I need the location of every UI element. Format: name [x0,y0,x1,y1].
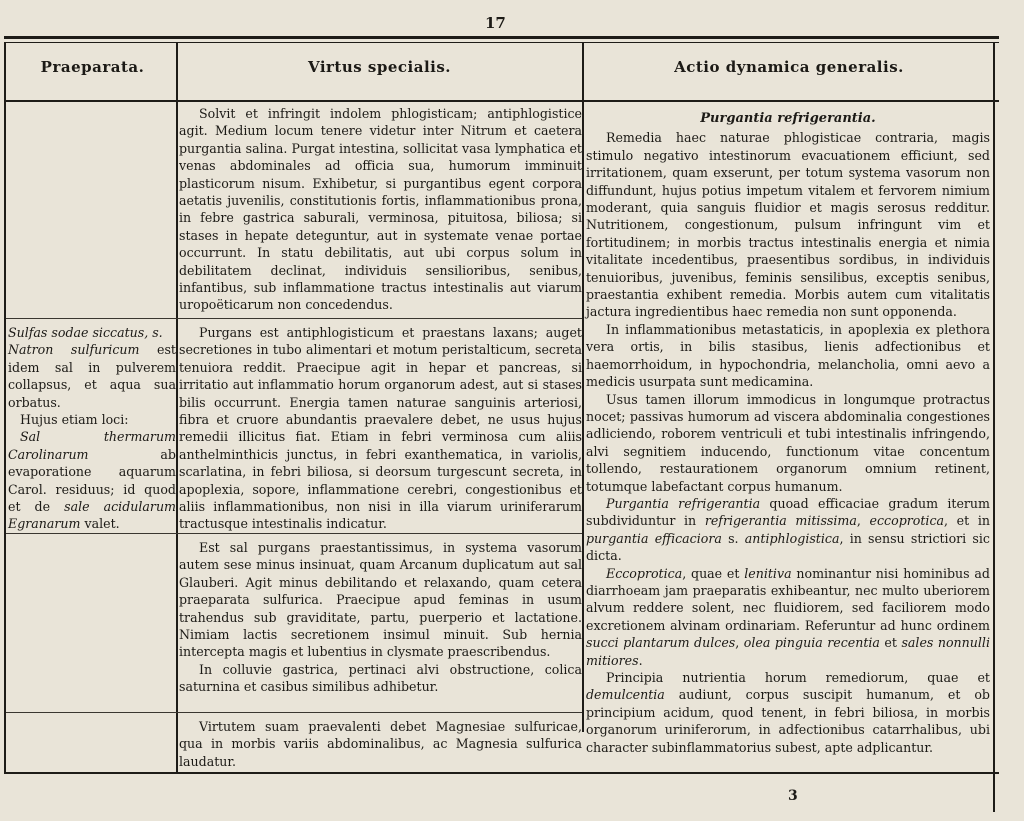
entry-name-sal-thermarum: Sal thermarum Carolinarum [8,429,176,462]
entry-text-2: Hujus etiam loci: [20,412,129,428]
entry-text-4: valet. [80,516,120,532]
virtus-block-3b: In colluvie gastrica, pertinaci alvi obstructione, colica saturnina et casibus similibus adhibetur. [179,661,582,695]
actio-text [586,110,990,756]
virtus-block-3a: Est sal purgans praestantissimus, in systema vasorum autem sese minus insinuat, quam Arcanum duplicatum aut sal Glauberi. Agit minus debilitando et relaxando, quam cetera praeparata sulfurica. Praecipue apud feminas in usum trahendus sub graviditate, partu, puerperio et lactatione. Nimiam lactis secretionem insimul minuit. Sub hernia intercepta magis et lubentius in clysmate praescribendus. [179,540,582,660]
footer-page-number: 3 [788,788,798,804]
row-separator-3 [6,712,582,713]
actio-paragraph-3: Usus tamen illorum immodicus in longumque protractus nocet; passivas humorum ad viscera abdominalia congestiones adliciendo, roborem ventriculi et tubi intestinalis infringendo, alvi segnitiem inducendo, functionum vitae concentum tollendo, restaurationem organorum omnium retinent, totumque labefactant corpus humanum. [586,391,990,494]
actio-paragraph-1: Remedia haec naturae phlogisticae contraria, magis stimulo negativo intestinorum evacuationem efficiunt, sed irritationem, quam exserunt, per totum systema vasorum non diffundunt, hujus potius impetum vitalem et fervorem nimium moderant, quia sanguis fluidior et magis serosus redditur. Nutritionem, congestionum, pulsum infringunt vim et fortitudinem; in morbis tractus intestinalis energia et nimia vitalitate incedentibus, praesentibus sordibus, in individuis tenuioribus, juvenibus, feminis sensilibus, exceptis senibus, praestantia exhibent remedia. Morbis autem cum vitalitatis jactura ingredientibus haec remedia non sunt opponenda. [586,130,990,320]
column-divider-2 [582,42,584,732]
top-rule-thick [4,36,999,39]
actio-paragraph-6: Principia nutrientia horum remediorum, quae et demulcentia audiunt, corpus suscipit humanum, et ob principium acidum, quod tenent, in febri biliosa, in morbis organorum uriniferorum, in adfectionibus catarrhalibus, ubi character subinflammatorius subest, apte adplicantur. [586,670,990,755]
page-number: 17 [485,14,506,32]
row-separator-1 [6,318,582,319]
entry-name-natron-sulfuricum: Natron sulfuricum [8,342,140,358]
column-divider-right [993,42,995,812]
virtus-block-2: Purgans est antiphlogisticum et praestans laxans; auget secretiones in tubo alimentari et motum peristalticum, secreta tenuiora reddit. Praecipue agit in hepar et pancreas, si irritatio aut inflammatio horum organorum adest, aut si stases bilis occurrunt. Energia tamen naturae sanguinis arteriosi, fibra et cruore abundantis praevalere debet, ne usus hujus remedii illicitus fiat. Etiam in febri verminosa cum aliis anthelminthicis junctus, in febri exanthematica, in variolis, scarlatina, in febri biliosa, si deorsum turgescunt secreta, in apoplexia, sopore, inflammatione cerebri, congestionibus et aliis inflammationibus, non nisi in illa viarum uriniferarum tractusque intestinalis indicatur. [179,325,582,532]
top-rule-thin [4,42,999,43]
column-divider-1 [176,42,178,774]
entry-text-1: est idem sal in pulverem collapsus, et aqua sua orbatus. [8,342,176,410]
header-actio-dynamica: Actio dynamica generalis. [674,58,904,76]
entry-name-sale-acidularum: sale acidularum Egranarum [8,499,176,532]
virtus-block-1: Solvit et infringit indolem phlogisticam; antiphlogistice agit. Medium locum tenere videtur inter Nitrum et caetera purgantia salina. Purgat intestina, sollicitat vasa lymphatica et venas abdominales ad officia sua, humorum imminuit plasticorum nisum. Exhibetur, si purgantibus egent corpora aetatis juvenilis, constitutionis fortis, inflammationibus prona, in febre gastrica saburali, verminosa, pituitosa, biliosa; si stases in hepate deteguntur, aut in systemate venae portae occurrunt. In statu debilitatis, aut ubi corpus solum in debilitatem declinat, individuis sensilioribus, senibus, infantibus, sub inflammatione tractus intestinalis aut viarum uropoëticarum non concedendus. [179,106,582,313]
header-virtus-specialis: Virtus specialis. [307,58,452,76]
virtus-block-3 [179,539,582,696]
actio-paragraph-5: Eccoprotica, quae et lenitiva nominantur nisi hominibus ad diarrhoeam jam praeparatis exhibeantur, nec multo uberiorem alvum reddere solent, nec fluidiorem, sed faciliorem modo excretionem alvinam ordinariam. Referuntur ad hunc ordinem succi plantarum dulces, olea pinguia recentia et sales nonnulli mitiores. [586,565,990,668]
row-separator-2 [6,533,582,534]
column-divider-left [4,42,6,774]
header-rule [4,100,999,102]
bottom-rule [4,772,999,774]
actio-paragraph-4: Purgantia refrigerantia quoad efficaciae gradum iterum subdividuntur in refrigerantia mitissima, eccoprotica, et in purgantia efficaciora s. antiphlogistica, in sensu strictiori sic dicta. [586,495,990,564]
subheading-purgantia-refrigerantia: Purgantia refrigerantia. [700,111,876,126]
header-praeparata: Praeparata. [40,58,145,76]
actio-paragraph-2: In inflammationibus metastaticis, in apoplexia ex plethora vera ortis, in bilis stasibus, lienis adfectionibus et haemorrhoidum, in hypochondria, melancholia, omni aevo a medicis usurpata sunt medicamina. [586,321,990,390]
virtus-block-4: Virtutem suam praevalenti debet Magnesiae sulfuricae, qua in morbis variis abdominalibus, ac Magnesia sulfurica laudatur. [179,719,582,769]
praeparata-entry [8,324,176,533]
entry-text-3: ab evaporatione aquarum Carol. residuus; id quod et de [8,446,176,515]
entry-name-sulfas-sodae: Sulfas sodae siccatus, s. [8,325,163,340]
